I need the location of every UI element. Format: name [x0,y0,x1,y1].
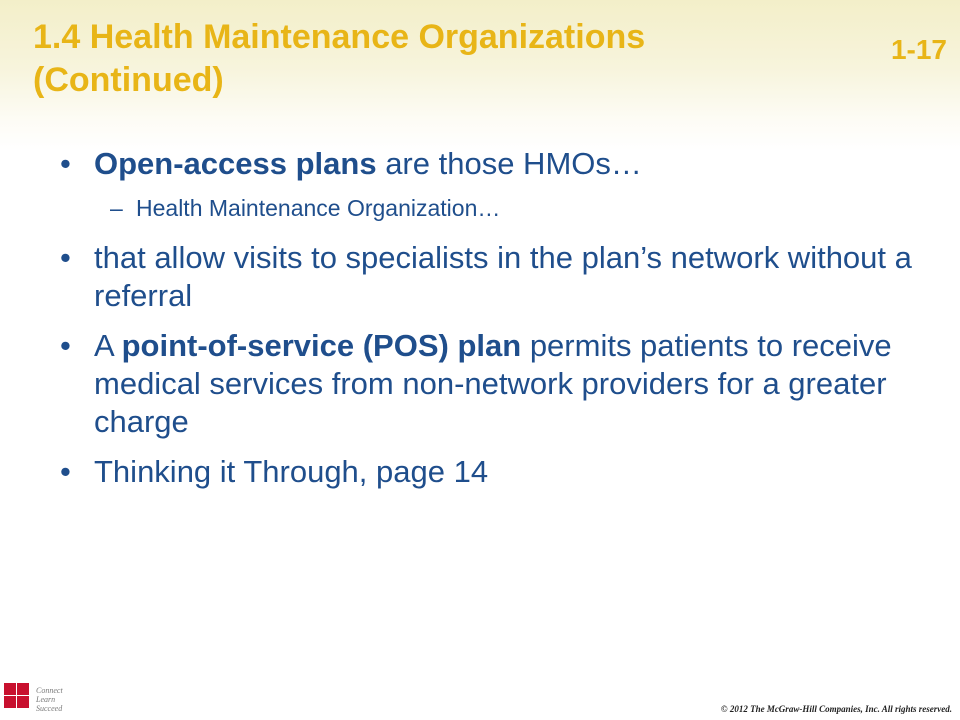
bullet-specialists [60,239,920,315]
tagline-succeed: Succeed [36,704,63,713]
bullet-pos-plan [60,327,920,441]
sub-bullet-hmo [60,193,920,223]
sub-bullet-text: Health Maintenance Organization… [136,195,501,221]
bullet-thinking-through [60,453,920,491]
tagline-learn: Learn [36,695,56,704]
copyright-notice: © 2012 The McGraw-Hill Companies, Inc. All rights reserved. [720,704,952,714]
bullet-text: permits patients to receive medical services from non-network providers for a greater charge [94,328,892,439]
bullet-text: that allow visits to specialists in the plan’s network without a referral [94,240,912,313]
slide-number: 1-17 [890,34,947,65]
bullet-text: are those HMOs… [376,146,642,181]
bullet-prefix: A [94,328,122,363]
bullet-dot: • [60,328,71,363]
bullet-bold-term: Open-access plans [94,146,377,181]
mcgraw-hill-logo [4,683,32,717]
bullet-bold-term: point-of-service (POS) plan [121,328,522,363]
bullet-dot: • [60,240,71,275]
title-line-1: 1.4 Health Maintenance Organizations [33,18,646,56]
title-line-2: (Continued) [33,61,224,99]
bullet-dot: • [60,454,71,489]
slide-content [60,145,920,503]
bullet-open-access [60,145,920,183]
bullet-text: Thinking it Through, page 14 [94,454,489,489]
bullet-dot: • [60,146,71,181]
tagline-connect: Connect [36,686,63,695]
slide-title [33,16,833,102]
sub-bullet-dash: – [110,195,123,221]
logo-tagline [36,686,63,713]
